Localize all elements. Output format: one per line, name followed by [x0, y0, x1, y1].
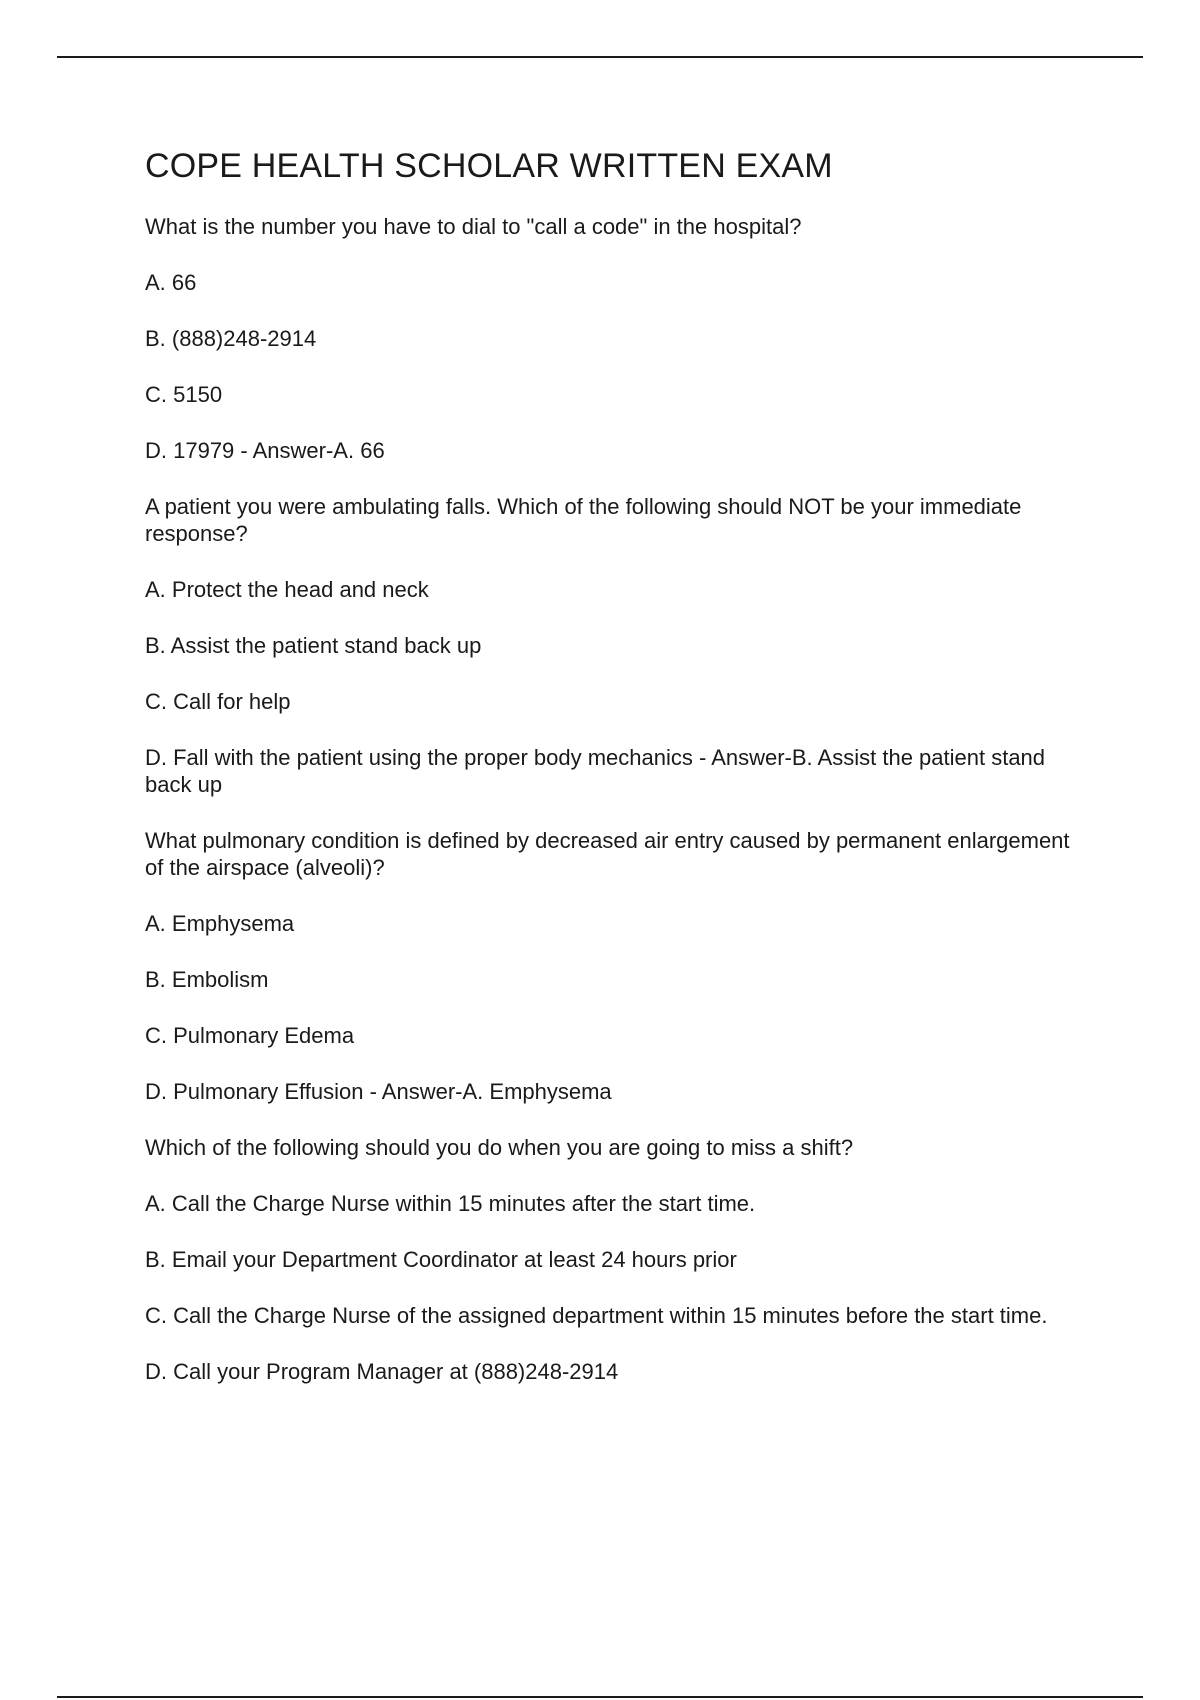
question-2-option-c: C. Call for help	[145, 689, 291, 714]
question-3-option-b: B. Embolism	[145, 967, 269, 992]
header-rule	[57, 56, 1143, 58]
question-2-option-a: A. Protect the head and neck	[145, 577, 429, 602]
question-1-option-d-answer: D. 17979 - Answer-A. 66	[145, 438, 385, 463]
document-body	[145, 146, 1085, 1414]
question-2-option-d-answer: D. Fall with the patient using the proper body mechanics - Answer-B. Assist the patient stand back up	[145, 745, 1046, 797]
question-4-text: Which of the following should you do when you are going to miss a shift?	[145, 1135, 854, 1160]
question-3-text: What pulmonary condition is defined by decreased air entry caused by permanent enlargement of the airspace (alveoli)?	[145, 828, 1070, 880]
question-1-option-b: B. (888)248-2914	[145, 326, 317, 351]
question-1-text: What is the number you have to dial to "call a code" in the hospital?	[145, 214, 802, 239]
question-4-option-a: A. Call the Charge Nurse within 15 minutes after the start time.	[145, 1191, 756, 1216]
question-3-option-a: A. Emphysema	[145, 911, 295, 936]
question-4-option-c: C. Call the Charge Nurse of the assigned department within 15 minutes before the start time.	[145, 1303, 1048, 1328]
question-1-option-a: A. 66	[145, 270, 197, 295]
question-4-option-d: D. Call your Program Manager at (888)248-2914	[145, 1359, 619, 1384]
footer-rule	[57, 1696, 1143, 1698]
question-2-option-b: B. Assist the patient stand back up	[145, 633, 482, 658]
question-2-text: A patient you were ambulating falls. Which of the following should NOT be your immediate response?	[145, 494, 1022, 546]
question-3-option-d-answer: D. Pulmonary Effusion - Answer-A. Emphysema	[145, 1079, 612, 1104]
question-3-option-c: C. Pulmonary Edema	[145, 1023, 355, 1048]
question-4-option-b: B. Email your Department Coordinator at least 24 hours prior	[145, 1247, 737, 1272]
question-1-option-c: C. 5150	[145, 382, 223, 407]
document-title: COPE HEALTH SCHOLAR WRITTEN EXAM	[145, 147, 833, 185]
